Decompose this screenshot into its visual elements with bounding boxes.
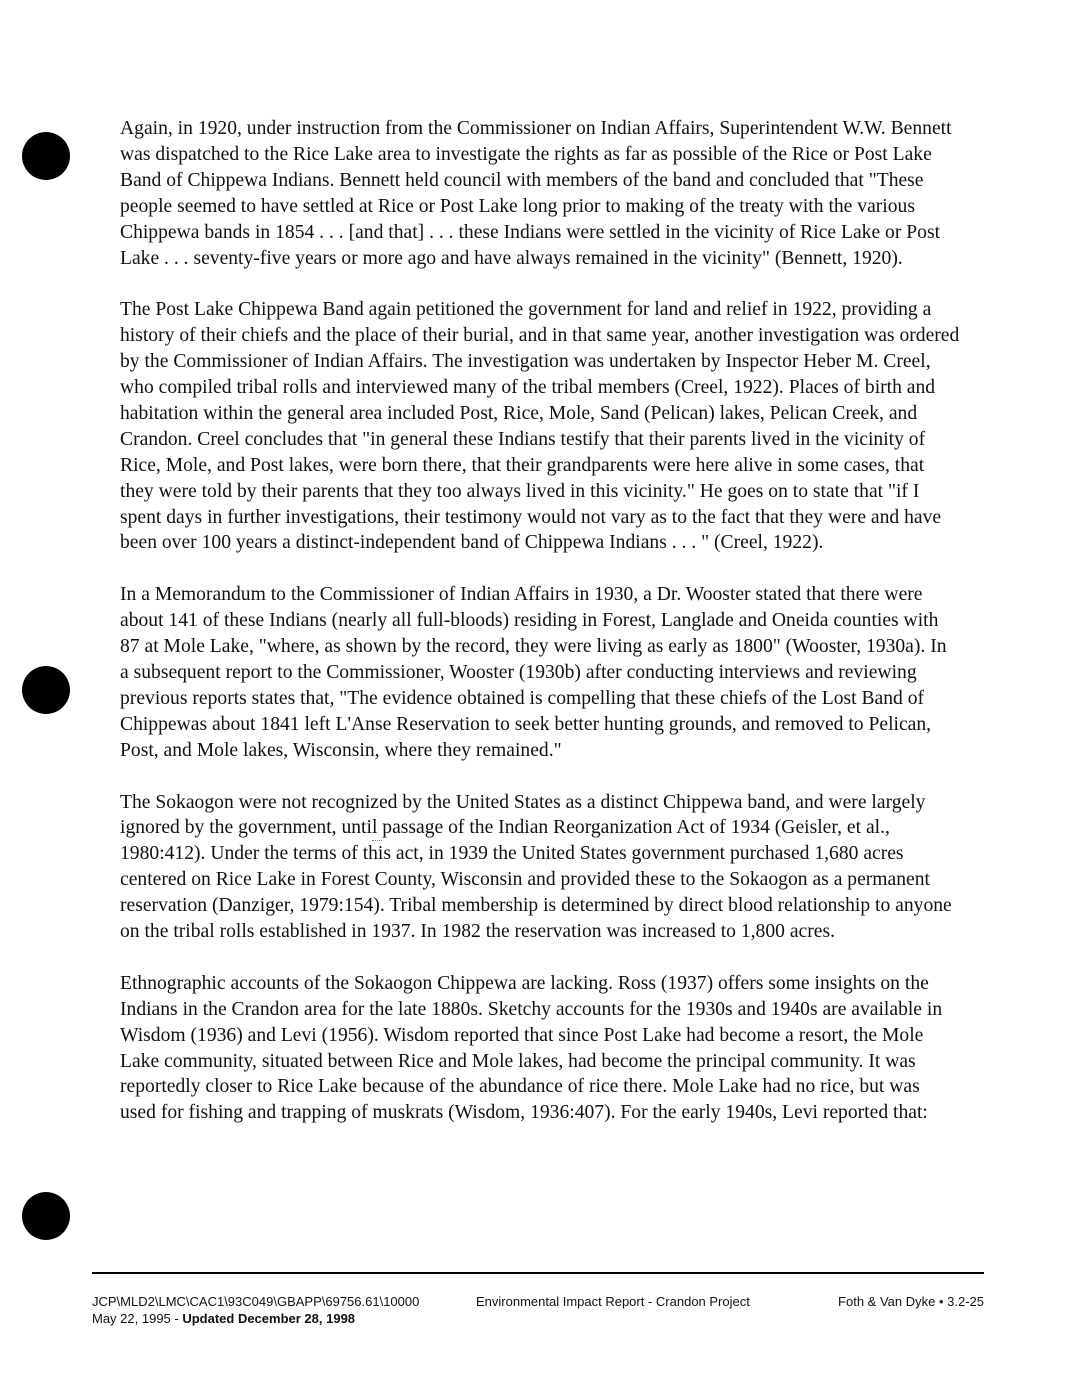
page-footer (92, 1293, 984, 1327)
footer-divider (92, 1272, 984, 1274)
footer-page-number: Foth & Van Dyke • 3.2-25 (838, 1294, 984, 1309)
footer-date: May 22, 1995 - (92, 1311, 183, 1326)
footer-row-1 (92, 1293, 984, 1310)
body-text (120, 116, 960, 1126)
footer-date-line (92, 1310, 355, 1327)
footer-row-2 (92, 1310, 984, 1327)
paragraph-bennett-1920: Again, in 1920, under instruction from the Commissioner on Indian Affairs, Superintendent W.W. Bennett was dispatched to the Rice Lake area to investigate the rights as far as possible of the Rice or Post Lake Band of Chippewa Indians. Bennett held council with members of the band and concluded that "These people seemed to have settled at Rice or Post Lake long prior to making of the treaty with the various Chippewa bands in 1854 . . . [and that] . . . these Indians were settled in the vicinity of Rice Lake or Post Lake . . . seventy-five years or more ago and have always remained in the vicinity" (Bennett, 1920). (120, 118, 952, 269)
punch-hole-top (22, 132, 70, 180)
paragraph-creel-1922: The Post Lake Chippewa Band again petitioned the government for land and relief in 1922, providing a history of their chiefs and the place of their burial, and in that same year, another investigation was ordered by the Commissioner of Indian Affairs. The investigation was undertaken by Inspector Heber M. Creel, who compiled tribal rolls and interviewed many of the tribal members (Creel, 1922). Places of birth and habitation within the general area included Post, Rice, Mole, Sand (Pelican) lakes, Pelican Creek, and Crandon. Creel concludes that "in general these Indians testify that their parents lived in the vicinity of Rice, Mole, and Post lakes, were born there, that their grandparents were here alive in some cases, that they were told by their parents that they too always lived in this vicinity." He goes on to state that "if I spent days in further investigations, their testimony would not vary as to the fact that they were and have been over 100 years a distinct-independent band of Chippewa Indians . . . " (Creel, 1922). (120, 299, 960, 554)
paragraph-ethnographic-accounts: Ethnographic accounts of the Sokaogon Chippewa are lacking. Ross (1937) offers some insights on the Indians in the Crandon area for the late 1880s. Sketchy accounts for the 1930s and 1940s are available in Wisdom (1936) and Levi (1956). Wisdom reported that since Post Lake had become a resort, the Mole Lake community, situated between Rice and Mole lakes, had become the principal community. It was reportedly closer to Rice Lake because of the abundance of rice there. Mole Lake had no rice, but was used for fishing and trapping of muskrats (Wisdom, 1936:407). For the early 1940s, Levi reported that: (120, 972, 943, 1124)
paragraph-reorganization-act: The Sokaogon were not recognized by the United States as a distinct Chippewa band, and were largely ignored by the government, until passage of the Indian Reorganization Act of 1934 (Geisler, et al., 1980:412). Under the terms of this act, in 1939 the United States government purchased 1,680 acres centered on Rice Lake in Forest County, Wisconsin and provided these to the Sokaogon as a permanent reservation (Danziger, 1979:154). Tribal membership is determined by direct blood relationship to anyone on the tribal rolls established in 1937. In 1982 the reservation was increased to 1,800 acres. (120, 791, 952, 943)
scan-smudge (372, 840, 382, 844)
punch-hole-middle (22, 666, 70, 714)
footer-file-path: JCP\MLD2\LMC\CAC1\93C049\GBAPP\69756.61\10000 (92, 1294, 420, 1309)
paragraph-wooster-1930: In a Memorandum to the Commissioner of Indian Affairs in 1930, a Dr. Wooster stated that there were about 141 of these Indians (nearly all full-bloods) residing in Forest, Langlade and Oneida counties with 87 at Mole Lake, "where, as shown by the record, they were living as early as 1800" (Wooster, 1930a). In a subsequent report to the Commissioner, Wooster (1930b) after conducting interviews and reviewing previous reports states that, "The evidence obtained is compelling that these chiefs of the Lost Band of Chippewas about 1841 left L'Anse Reservation to seek better hunting grounds, and removed to Pelican, Post, and Mole lakes, Wisconsin, where they remained." (120, 584, 947, 761)
punch-hole-bottom (22, 1192, 70, 1240)
footer-report-title: Environmental Impact Report - Crandon Project (476, 1294, 750, 1309)
footer-updated-date: Updated December 28, 1998 (182, 1311, 356, 1326)
